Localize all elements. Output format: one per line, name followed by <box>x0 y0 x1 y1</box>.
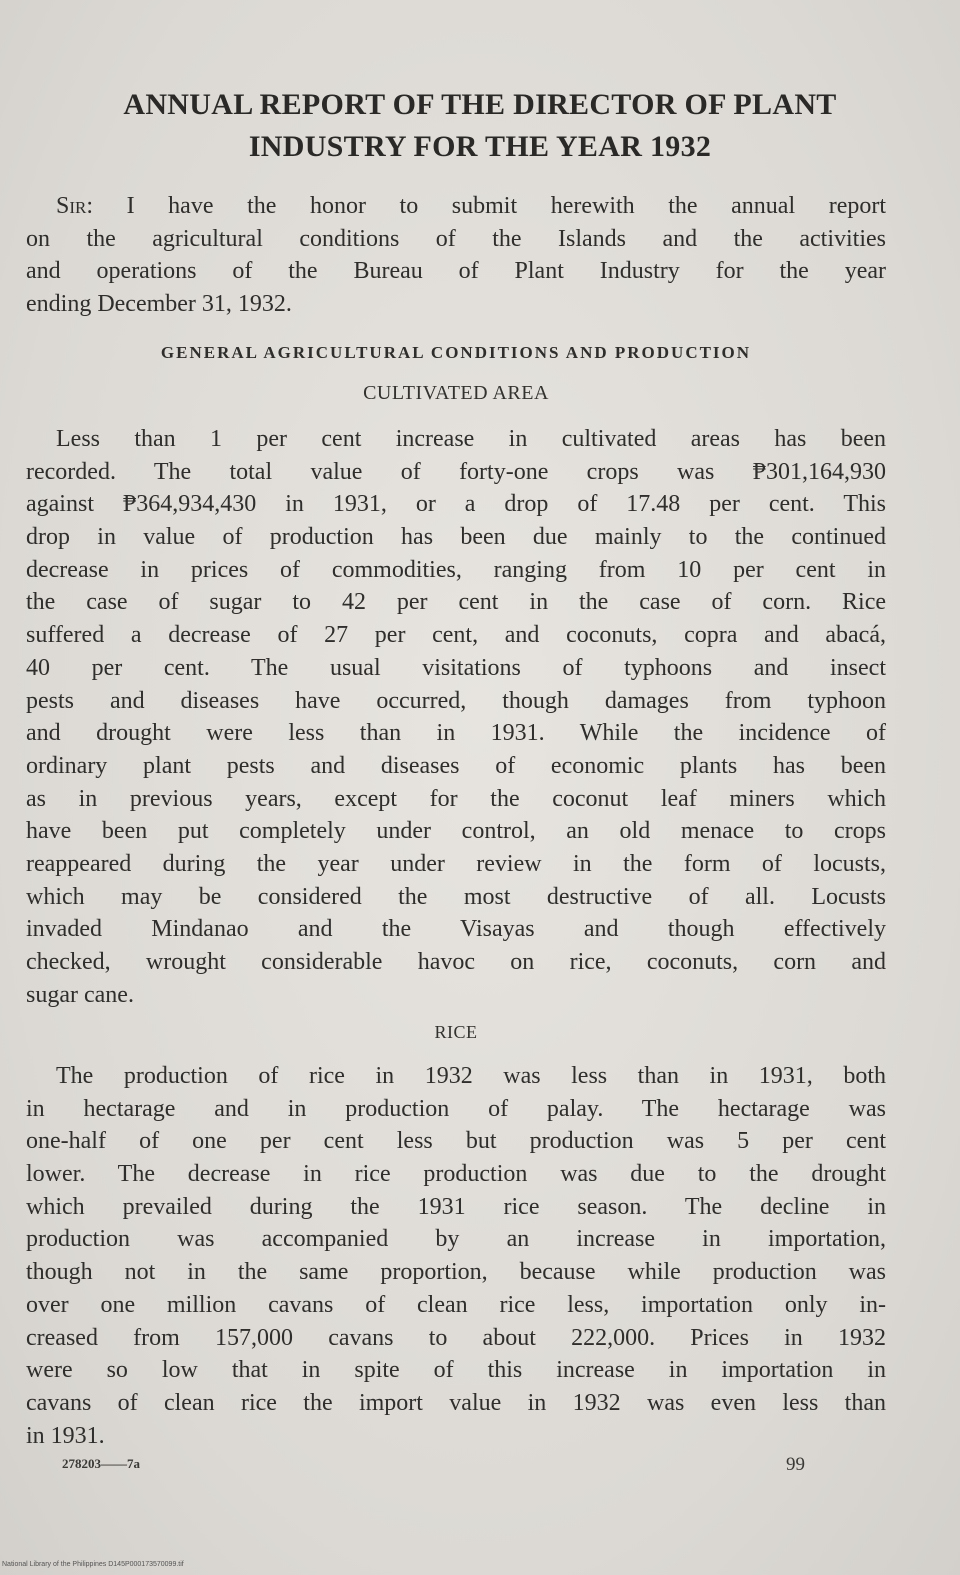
section-heading: GENERAL AGRICULTURAL CONDITIONS AND PRODUCTION <box>160 343 752 362</box>
paragraph-line: have been put completely under control, an old menace to crops <box>26 818 886 845</box>
paragraph-line: production was accompanied by an increase in importation, <box>26 1226 886 1253</box>
paragraph-line: though not in the same proportion, because while production was <box>26 1259 886 1286</box>
paragraph-line: which prevailed during the 1931 rice season. The decline in <box>26 1193 886 1220</box>
paragraph-line: 40 per cent. The usual visitations of typhoons and insect <box>26 654 886 681</box>
paragraph-line: invaded Mindanao and the Visayas and though effectively <box>26 916 886 943</box>
paragraph-line: pests and diseases have occurred, though damages from typhoon <box>26 687 886 714</box>
paragraph-line: and drought were less than in 1931. While the incidence of <box>26 720 886 747</box>
intro-line: and operations of the Bureau of Plant Industry for the year <box>26 258 886 285</box>
paragraph-line: over one million cavans of clean rice less, importation only in- <box>26 1291 886 1318</box>
rice-heading: RICE <box>434 1022 478 1042</box>
paragraph-line: The production of rice in 1932 was less than in 1931, both <box>56 1063 886 1089</box>
paragraph-line: reappeared during the year under review in the form of locusts, <box>26 850 886 877</box>
paragraph-line: suffered a decrease of 27 per cent, and coconuts, copra and abacá, <box>26 622 886 649</box>
rice-paragraph <box>26 1060 886 1452</box>
page-number: 99 <box>786 1454 805 1475</box>
paragraph-line: ordinary plant pests and diseases of economic plants has been <box>26 752 886 779</box>
paragraph-line: one-half of one per cent less but production was 5 per cent <box>26 1128 886 1155</box>
paragraph-line: against ₱364,934,430 in 1931, or a drop of 17.48 per cent. This <box>26 491 886 518</box>
paragraph-line: creased from 157,000 cavans to about 222,000. Prices in 1932 <box>26 1324 886 1351</box>
report-title <box>40 84 920 168</box>
intro-line: ending December 31, 1932. <box>26 291 292 318</box>
paragraph-line: drop in value of production has been due mainly to the continued <box>26 524 886 551</box>
paragraph-line: cavans of clean rice the import value in 1932 was even less than <box>26 1389 886 1416</box>
paragraph-line: as in previous years, except for the coconut leaf miners which <box>26 785 886 812</box>
cultivated-area-heading: CULTIVATED AREA <box>363 382 549 404</box>
intro-line: Sir: I have the honor to submit herewith the annual report <box>56 193 887 219</box>
paragraph-line: sugar cane. <box>26 981 134 1008</box>
intro-paragraph <box>26 190 886 321</box>
paragraph-line: in hectarage and in production of palay. The hectarage was <box>26 1095 886 1122</box>
archive-watermark: National Library of the Philippines D145P000173570099.tif <box>2 1561 184 1568</box>
paragraph-line: checked, wrought considerable havoc on rice, coconuts, corn and <box>26 949 886 975</box>
salutation: Sir: <box>56 193 94 219</box>
signature-mark: 278203——7a <box>62 1456 140 1471</box>
title-line-2: INDUSTRY FOR THE YEAR 1932 <box>248 130 712 163</box>
paragraph-line: which may be considered the most destructive of all. Locusts <box>26 883 886 910</box>
paragraph-line: decrease in prices of commodities, ranging from 10 per cent in <box>26 556 886 583</box>
paragraph-line: recorded. The total value of forty-one crops was ₱301,164,930 <box>26 458 886 485</box>
intro-line: on the agricultural conditions of the Islands and the activities <box>26 225 886 252</box>
paragraph-line: lower. The decrease in rice production was due to the drought <box>26 1161 886 1188</box>
paragraph-line: were so low that in spite of this increase in importation in <box>26 1357 886 1384</box>
title-line-1: ANNUAL REPORT OF THE DIRECTOR OF PLANT <box>123 88 837 121</box>
paragraph-line: the case of sugar to 42 per cent in the case of corn. Rice <box>26 589 886 616</box>
paragraph-line: Less than 1 per cent increase in cultivated areas has been <box>56 426 886 452</box>
cultivated-area-paragraph <box>26 423 886 1011</box>
paragraph-line: in 1931. <box>26 1422 105 1449</box>
